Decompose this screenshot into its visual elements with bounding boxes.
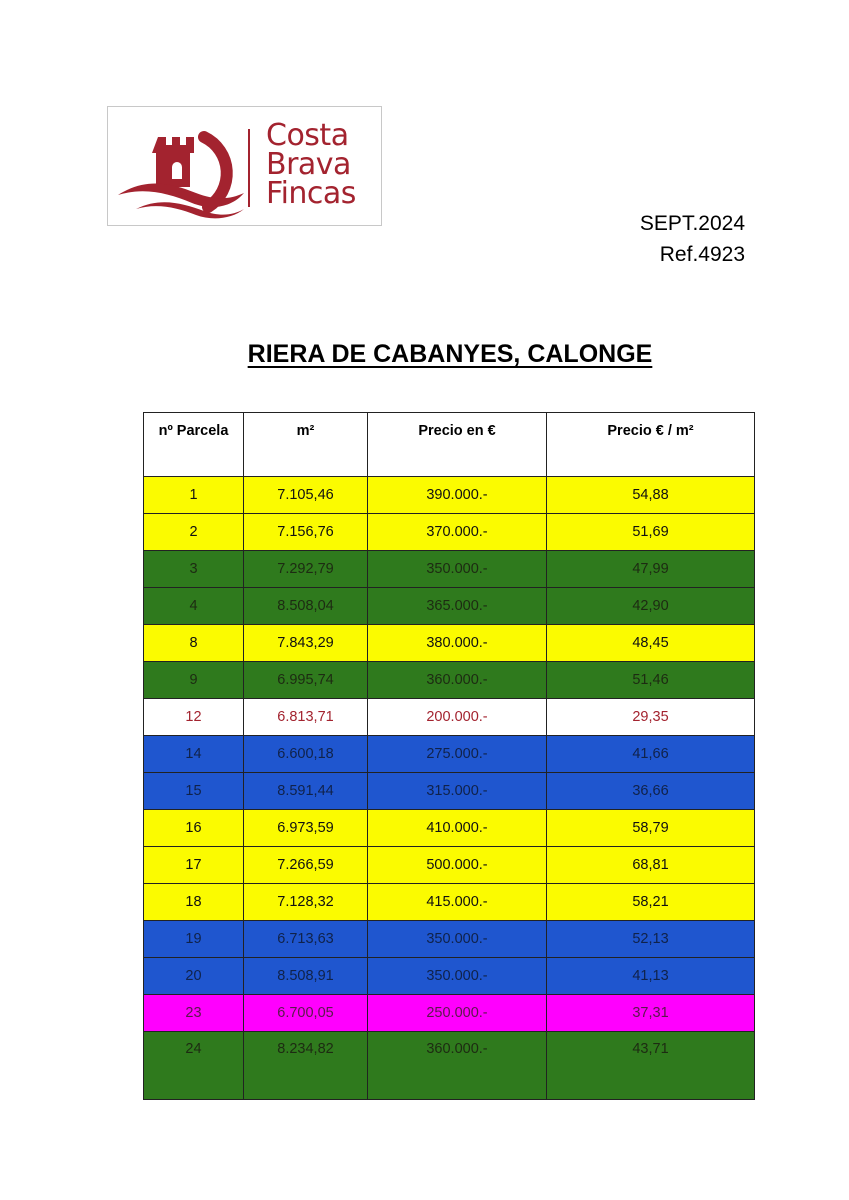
cell-precio: 370.000.-	[368, 514, 547, 551]
cell-parcela: 1	[144, 477, 244, 514]
cell-precio: 500.000.-	[368, 847, 547, 884]
cell-precio-m2: 41,66	[547, 736, 755, 773]
cell-m2: 8.591,44	[244, 773, 368, 810]
logo-line-1: Costa	[266, 118, 349, 153]
document-meta	[640, 208, 745, 270]
cell-precio-m2: 58,79	[547, 810, 755, 847]
cell-m2: 8.234,82	[244, 1032, 368, 1100]
cell-m2: 7.156,76	[244, 514, 368, 551]
company-logo	[107, 106, 382, 226]
cell-precio: 315.000.-	[368, 773, 547, 810]
document-reference: Ref.4923	[659, 243, 745, 266]
cell-parcela: 24	[144, 1032, 244, 1100]
cell-parcela: 3	[144, 551, 244, 588]
cell-precio-m2: 43,71	[547, 1032, 755, 1100]
table-row	[144, 810, 755, 847]
table-header-row	[144, 413, 755, 477]
page-title: RIERA DE CABANYES, CALONGE	[247, 340, 653, 368]
table-row	[144, 551, 755, 588]
cell-m2: 6.600,18	[244, 736, 368, 773]
cell-precio: 350.000.-	[368, 921, 547, 958]
cell-m2: 8.508,04	[244, 588, 368, 625]
cell-m2: 6.713,63	[244, 921, 368, 958]
logo-line-3: Fincas	[266, 176, 356, 211]
cell-m2: 6.995,74	[244, 662, 368, 699]
document-date: SEPT.2024	[639, 212, 745, 235]
cell-m2: 7.843,29	[244, 625, 368, 662]
cell-precio-m2: 48,45	[547, 625, 755, 662]
cell-precio: 250.000.-	[368, 995, 547, 1032]
cell-precio: 410.000.-	[368, 810, 547, 847]
table-row	[144, 847, 755, 884]
cell-m2: 8.508,91	[244, 958, 368, 995]
table-row	[144, 477, 755, 514]
cell-precio: 360.000.-	[368, 662, 547, 699]
cell-parcela: 19	[144, 921, 244, 958]
cell-precio: 380.000.-	[368, 625, 547, 662]
table-row	[144, 625, 755, 662]
cell-precio-m2: 29,35	[547, 699, 755, 736]
cell-parcela: 2	[144, 514, 244, 551]
cell-m2: 7.292,79	[244, 551, 368, 588]
logo-line-2: Brava	[266, 147, 351, 182]
parcels-table	[143, 412, 755, 1100]
cell-precio: 390.000.-	[368, 477, 547, 514]
cell-precio-m2: 41,13	[547, 958, 755, 995]
table-row	[144, 588, 755, 625]
cell-parcela: 16	[144, 810, 244, 847]
cell-precio: 275.000.-	[368, 736, 547, 773]
cell-precio-m2: 47,99	[547, 551, 755, 588]
cell-parcela: 18	[144, 884, 244, 921]
cell-precio: 360.000.-	[368, 1032, 547, 1100]
castle-wave-logo-icon	[116, 117, 246, 219]
cell-precio-m2: 54,88	[547, 477, 755, 514]
cell-m2: 7.105,46	[244, 477, 368, 514]
cell-parcela: 15	[144, 773, 244, 810]
table-row	[144, 995, 755, 1032]
cell-precio: 350.000.-	[368, 551, 547, 588]
table-row	[144, 1032, 755, 1100]
header-precio-m2: Precio € / m²	[547, 413, 755, 477]
cell-parcela: 4	[144, 588, 244, 625]
cell-precio-m2: 36,66	[547, 773, 755, 810]
table-row	[144, 662, 755, 699]
cell-m2: 7.266,59	[244, 847, 368, 884]
header-parcela: nº Parcela	[144, 413, 244, 477]
table-row	[144, 699, 755, 736]
cell-precio-m2: 51,46	[547, 662, 755, 699]
cell-m2: 6.973,59	[244, 810, 368, 847]
cell-precio-m2: 42,90	[547, 588, 755, 625]
header-m2: m²	[244, 413, 368, 477]
cell-m2: 6.813,71	[244, 699, 368, 736]
cell-precio-m2: 51,69	[547, 514, 755, 551]
table-row	[144, 773, 755, 810]
parcels-table-body	[144, 477, 755, 1100]
cell-precio: 200.000.-	[368, 699, 547, 736]
cell-precio: 415.000.-	[368, 884, 547, 921]
cell-parcela: 12	[144, 699, 244, 736]
cell-precio-m2: 68,81	[547, 847, 755, 884]
cell-m2: 7.128,32	[244, 884, 368, 921]
table-row	[144, 736, 755, 773]
cell-m2: 6.700,05	[244, 995, 368, 1032]
cell-parcela: 20	[144, 958, 244, 995]
cell-parcela: 23	[144, 995, 244, 1032]
cell-precio-m2: 52,13	[547, 921, 755, 958]
cell-parcela: 14	[144, 736, 244, 773]
table-row	[144, 514, 755, 551]
cell-precio-m2: 37,31	[547, 995, 755, 1032]
cell-parcela: 9	[144, 662, 244, 699]
cell-precio-m2: 58,21	[547, 884, 755, 921]
table-row	[144, 921, 755, 958]
cell-parcela: 17	[144, 847, 244, 884]
header-precio: Precio en €	[368, 413, 547, 477]
table-row	[144, 958, 755, 995]
cell-precio: 350.000.-	[368, 958, 547, 995]
cell-precio: 365.000.-	[368, 588, 547, 625]
cell-parcela: 8	[144, 625, 244, 662]
logo-wordmark	[266, 118, 356, 211]
logo-divider	[248, 129, 250, 207]
table-row	[144, 884, 755, 921]
